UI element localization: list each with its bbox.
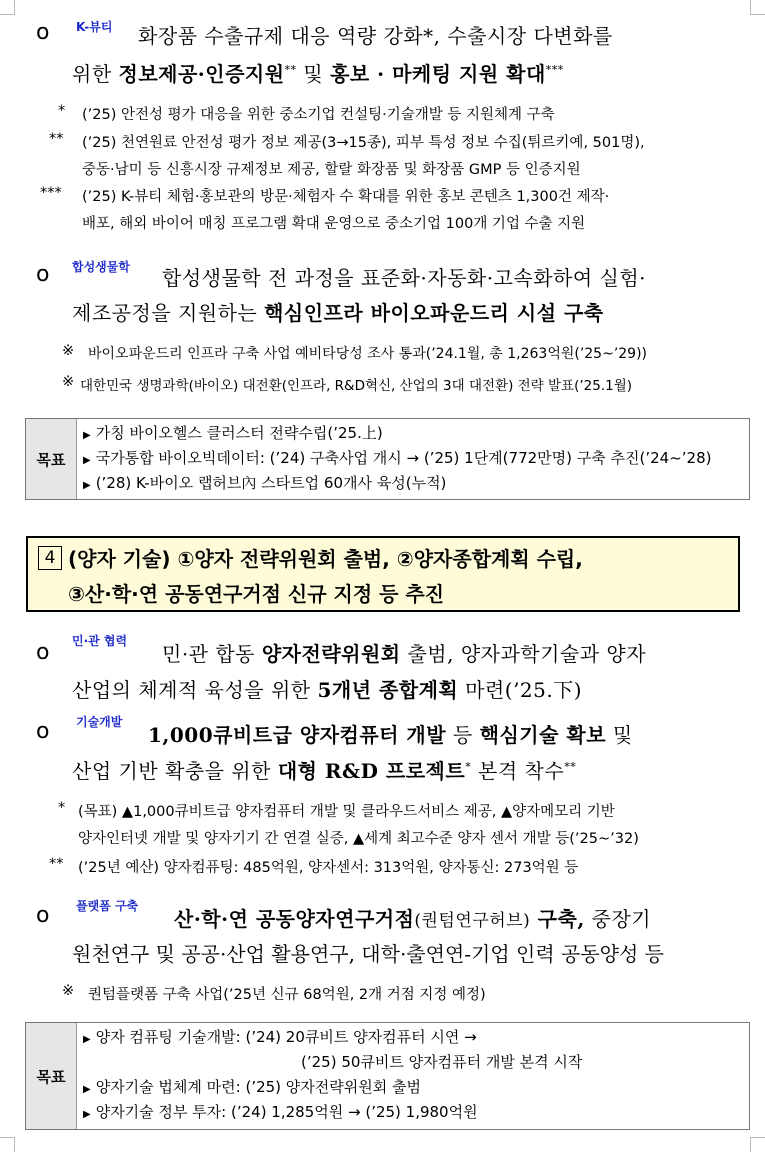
section-header	[26, 536, 740, 612]
goal-box	[25, 418, 750, 500]
topic-tag: 플랫폼 구축	[76, 899, 139, 913]
goal-item: ▶ 양자 컴퓨팅 기술개발: (’24) 20큐비트 양자컴퓨터 시연 →	[83, 1028, 477, 1046]
bullet: o	[36, 719, 50, 744]
paragraph-line: 위한 정보제공·인증지원** 및 홍보 · 마케팅 지원 확대***	[72, 62, 564, 86]
bullet: o	[36, 640, 50, 665]
reference-text: 대한민국 생명과학(바이오) 대전환(인프라, R&D혁신, 산업의 3대 대전환) 전략 발표(’25.1월)	[80, 378, 633, 394]
footnote-text: 양자인터넷 개발 및 양자기기 간 연결 실증, ▲세계 최고수준 양자 센서 개발 등(’25~’32)	[78, 831, 639, 847]
footnote-text: (’25) 안전성 평가 대응을 위한 중소기업 컨설팅·기술개발 등 지원체계 구축	[82, 107, 555, 123]
footnote-text: (’25년 예산) 양자컴퓨팅: 485억원, 양자센서: 313억원, 양자통신: 273억원 등	[78, 860, 579, 876]
corner-mark-bottom-left	[0, 1137, 15, 1152]
goal-item: ▶ 국가통합 바이오빅데이터: (’24) 구축사업 개시 → (’25) 1단계(772만명) 구축 추진(’24~’28)	[83, 449, 712, 467]
paragraph-line: 민·관 합동 양자전략위원회 출범, 양자과학기술과 양자	[162, 642, 647, 666]
paragraph-line: 산업 기반 확충을 위한 대형 R&D 프로젝트* 본격 착수**	[72, 759, 577, 783]
goal-item: ▶ 양자기술 정부 투자: (’24) 1,285억원 → (’25) 1,980억원	[83, 1103, 478, 1121]
footnote-mark: *	[58, 800, 66, 816]
triangle-bullet-icon: ▶	[83, 1034, 91, 1045]
goal-item: (’25) 50큐비트 양자컴퓨터 개발 본격 시작	[301, 1053, 583, 1071]
paragraph-line: 산·학·연 공동양자연구거점(퀀텀연구허브) 구축, 중장기	[174, 907, 652, 931]
goal-item: ▶ (’28) K-바이오 랩허브內 스타트업 60개사 육성(누적)	[83, 474, 447, 492]
paragraph-line: 1,000큐비트급 양자컴퓨터 개발 등 핵심기술 확보 및	[148, 723, 633, 747]
reference-text: 퀀텀플랫폼 구축 사업(’25년 신규 68억원, 2개 거점 지정 예정)	[88, 987, 486, 1003]
bullet: o	[36, 20, 50, 45]
goal-items	[77, 1023, 749, 1129]
paragraph-line: 화장품 수출규제 대응 역량 강화*, 수출시장 다변화를	[138, 24, 613, 48]
topic-tag: 합성생물학	[72, 260, 130, 274]
goal-label: 목표	[26, 419, 77, 499]
footnote-text: (’25) 천연원료 안전성 평가 정보 제공(3→15종), 피부 특성 정보 수집(튀르키예, 501명),	[82, 135, 645, 151]
reference-mark: ※	[62, 983, 75, 999]
goal-item: ▶ 가칭 바이오헬스 클러스터 전략수립(’25.上)	[83, 424, 383, 442]
reference-mark: ※	[62, 374, 75, 390]
topic-tag: K-뷰티	[76, 20, 113, 34]
corner-mark-top-left	[0, 0, 15, 15]
goal-items	[77, 419, 749, 499]
footnote-mark: ***	[40, 185, 62, 201]
bullet: o	[36, 262, 50, 287]
corner-mark-top-right	[750, 0, 765, 15]
reference-mark: ※	[62, 343, 75, 359]
goal-box	[25, 1022, 750, 1130]
triangle-bullet-icon: ▶	[83, 1109, 91, 1120]
paragraph-line: 합성생물학 전 과정을 표준화·자동화·고속화하여 실험·	[162, 266, 647, 290]
footnote-mark: *	[58, 103, 66, 119]
goal-item: ▶ 양자기술 법체계 마련: (’25) 양자전략위원회 출범	[83, 1078, 421, 1096]
footnote-text: 배포, 해외 바이어 매칭 프로그램 확대 운영으로 중소기업 100개 기업 수출 지원	[82, 216, 586, 232]
triangle-bullet-icon: ▶	[83, 455, 91, 466]
section-number: 4	[38, 546, 62, 570]
bullet: o	[36, 903, 50, 928]
corner-mark-bottom-right	[750, 1137, 765, 1152]
footnote-mark: **	[49, 856, 64, 872]
reference-text: 바이오파운드리 인프라 구축 사업 예비타당성 조사 통과(’24.1월, 총 1,263억원(’25~’29))	[88, 346, 648, 362]
goal-label: 목표	[26, 1023, 77, 1129]
paragraph-line: 원천연구 및 공공·산업 활용연구, 대학·출연연-기업 인력 공동양성 등	[72, 942, 664, 966]
topic-tag: 민·관 협력	[72, 634, 128, 648]
footnote-mark: **	[49, 131, 64, 147]
topic-tag: 기술개발	[76, 715, 123, 729]
footnote-text: 중동·남미 등 신흥시장 규제정보 제공, 할랄 화장품 및 화장품 GMP 등 인증지원	[82, 162, 581, 178]
section-title-line: ③산·학·연 공동연구거점 신규 지정 등 추진	[68, 582, 445, 606]
triangle-bullet-icon: ▶	[83, 430, 91, 441]
triangle-bullet-icon: ▶	[83, 480, 91, 491]
paragraph-line: 산업의 체계적 육성을 위한 5개년 종합계획 마련(’25.下)	[72, 678, 583, 702]
paragraph-line: 제조공정을 지원하는 핵심인프라 바이오파운드리 시설 구축	[72, 301, 604, 325]
triangle-bullet-icon: ▶	[83, 1084, 91, 1095]
footnote-text: (목표) ▲1,000큐비트급 양자컴퓨터 개발 및 클라우드서비스 제공, ▲양자메모리 기반	[78, 804, 615, 820]
footnote-text: (’25) K-뷰티 체험·홍보관의 방문·체험자 수 확대를 위한 홍보 콘텐츠 1,300건 제작·	[82, 189, 610, 205]
section-title-line: (양자 기술) ①양자 전략위원회 출범, ②양자종합계획 수립,	[68, 547, 583, 571]
